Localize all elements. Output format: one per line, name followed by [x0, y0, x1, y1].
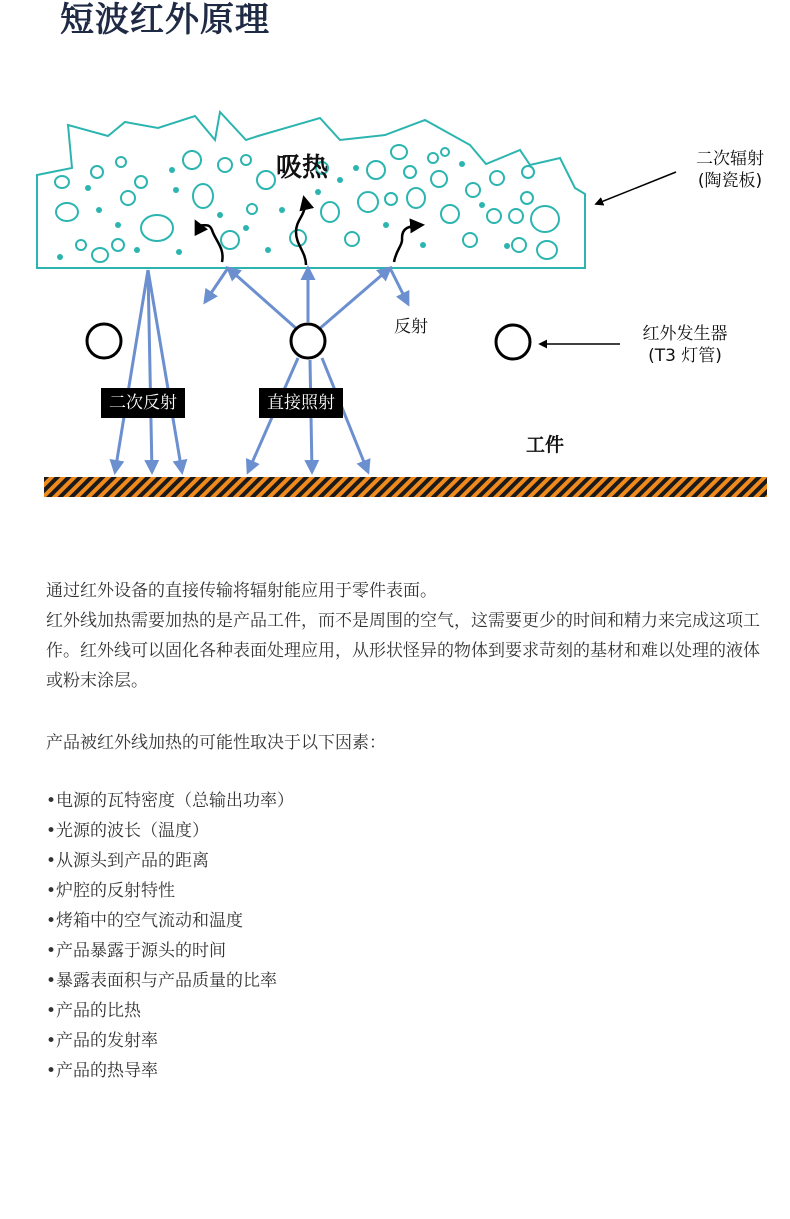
- secondary-radiation-text: 二次辐射 (陶瓷板): [696, 149, 764, 191]
- absorb-label: 吸热: [276, 153, 329, 183]
- list-item: •产品的发射率: [46, 1031, 159, 1051]
- intro-text: [46, 576, 768, 696]
- workpiece-label: 工件: [526, 434, 565, 456]
- direct-label: 直接照射: [259, 388, 343, 418]
- radiation-arrows: [115, 268, 408, 472]
- secondary-radiation-label: [680, 148, 780, 192]
- emitter-label: [625, 323, 745, 367]
- list-item: •产品的热导率: [46, 1061, 159, 1081]
- factors-heading: 产品被红外线加热的可能性取决于以下因素：: [46, 733, 386, 753]
- infrared-diagram: [0, 0, 790, 510]
- emitter-label-text: 红外发生器 (T3 灯管): [642, 324, 728, 366]
- list-item: •炉腔的反射特性: [46, 881, 176, 901]
- intro-line: 通过红外设备的直接传输将辐射能应用于零件表面。: [46, 581, 437, 601]
- list-item: •烤箱中的空气流动和温度: [46, 911, 244, 931]
- page-title: 短波红外原理: [60, 0, 270, 40]
- emitter-right: [496, 325, 530, 359]
- list-item: •电源的瓦特密度（总输出功率）: [46, 791, 295, 811]
- workpiece-bar: [44, 477, 767, 497]
- emitter-left: [87, 324, 121, 358]
- list-item: •产品暴露于源头的时间: [46, 941, 227, 961]
- factors-list: [46, 786, 294, 1086]
- pointer-ceramic: [596, 172, 676, 204]
- list-item: •暴露表面积与产品质量的比率: [46, 971, 278, 991]
- ceramic-plate: [37, 112, 585, 268]
- emitter-center: [291, 324, 325, 358]
- secondary-reflect-label: 二次反射: [101, 388, 185, 418]
- intro-paragraph: 红外线加热需要加热的是产品工件，而不是周围的空气，这需要更少的时间和精力来完成这项工作。红外线可以固化各种表面处理应用，从形状怪异的物体到要求苛刻的基材和难以处理的液体或粉末涂层。: [46, 611, 760, 691]
- list-item: •产品的比热: [46, 1001, 142, 1021]
- list-item: •光源的波长（温度）: [46, 821, 210, 841]
- reflect-label: 反射: [394, 317, 428, 337]
- list-item: •从源头到产品的距离: [46, 851, 210, 871]
